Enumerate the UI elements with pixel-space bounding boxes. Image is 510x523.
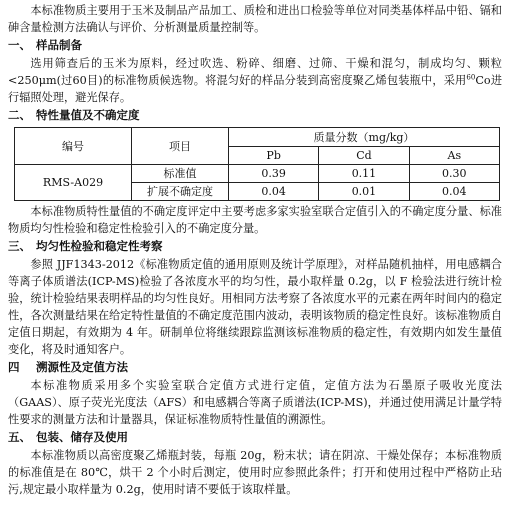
isotope-superscript: 60 <box>466 73 476 82</box>
standard-value-pb: 0.39 <box>229 165 319 183</box>
section-title: 样品制备 <box>36 38 82 52</box>
homogeneity-paragraph: 参照 JJF1343-2012《标准物质定值的通用原则及统计学原理》，对样品随机抽样，用电感耦合等离子体质谱法(ICP-MS)检验了各浓度水平的均匀性，最小取样量 0.2g，以 F 检验法进行统计检验，统计检验结果表明样品的均匀性良好。用相同方法考察了各浓度水平的元素在两年时间内的稳定性，各次测量结果在给定特性量值的不确定度范围内波动，表明该物质的稳定性良好。该标准物质自定值日期起，有效期为 4 年。研制单位将继续跟踪监测该标准物质的稳定性，有效期内如发生量值变化，将及时通知客户。 <box>8 258 502 356</box>
uncertainty-cd: 0.01 <box>319 183 409 201</box>
section-number: 三、 <box>8 239 31 253</box>
standard-value-as: 0.30 <box>409 165 499 183</box>
section-heading-homogeneity <box>8 237 502 256</box>
section-title: 包装、储存及使用 <box>36 430 128 444</box>
section-number: 一、 <box>8 38 31 52</box>
section-title: 均匀性检验和稳定性考察 <box>36 239 163 253</box>
traceability-paragraph: 本标准物质采用多个实验室联合定值方式进行定值，定值方法为石墨原子吸收光度法（GAAS）、原子荧光光度法（AFS）和电感耦合等离子质谱法(ICP-MS)，并通过使用满足计量学特性要求的测量方法和计量器具，保证标准物质特性量值的溯源性。 <box>8 379 502 426</box>
header-element-pb: Pb <box>229 147 319 165</box>
property-value-table <box>14 127 500 201</box>
sample-prep-text-end: Co进行辐照处理，避光保存。 <box>8 74 503 104</box>
header-element-as: As <box>409 147 499 165</box>
section-heading-property-values <box>8 106 502 125</box>
packaging-paragraph: 本标准物质以高密度聚乙烯瓶封装，每瓶 20g，粉末状；请在阴凉、干燥处保存；本标准物质的标准值是在 80℃，烘干 2 个小时后测定，使用时应参照此条件；打开和使用过程中严格防止玷污,规定最小取样量为 0.2g，使用时请不要低于该取样量。 <box>8 449 502 496</box>
section-number: 五、 <box>8 430 31 444</box>
section-heading-traceability <box>8 358 502 377</box>
section-title: 溯源性及定值方法 <box>36 360 128 374</box>
material-code-cell: RMS-A029 <box>15 165 132 201</box>
uncertainty-as: 0.04 <box>409 183 499 201</box>
uncertainty-pb: 0.04 <box>229 183 319 201</box>
header-code: 编号 <box>15 128 132 165</box>
header-element-cd: Cd <box>319 147 409 165</box>
standard-value-cd: 0.11 <box>319 165 409 183</box>
row-label-standard-value: 标准值 <box>132 165 229 183</box>
sample-prep-text: 选用筛查后的玉米为原料，经过吹选、粉碎、细磨、过筛、干燥和混匀，制成均匀、颗粒<250μm(过60目)的标准物质候选物。将混匀好的样品分装到高密度聚乙烯包装瓶中，采用 <box>8 57 502 87</box>
section-heading-sample-prep <box>8 36 502 55</box>
section-number: 二、 <box>8 108 31 122</box>
uncertainty-note-paragraph: 本标准物质特性量值的不确定度评定中主要考虑多家实验室联合定值引入的不确定度分量、标准物质均匀性检验和稳定性检验引入的不确定度分量。 <box>8 205 502 235</box>
sample-prep-paragraph <box>8 55 502 106</box>
header-item: 项目 <box>132 128 229 165</box>
section-number: 四 <box>8 360 20 374</box>
intro-paragraph: 本标准物质主要用于玉米及制品产品加工、质检和进出口检验等单位对同类基体样品中铅、镉和砷含量检测方法确认与评价、分析测量质量控制等。 <box>8 4 502 34</box>
section-title: 特性量值及不确定度 <box>36 108 140 122</box>
section-heading-packaging <box>8 428 502 447</box>
row-label-uncertainty: 扩展不确定度 <box>132 183 229 201</box>
header-mass-fraction: 质量分数（mg/kg） <box>229 128 500 147</box>
